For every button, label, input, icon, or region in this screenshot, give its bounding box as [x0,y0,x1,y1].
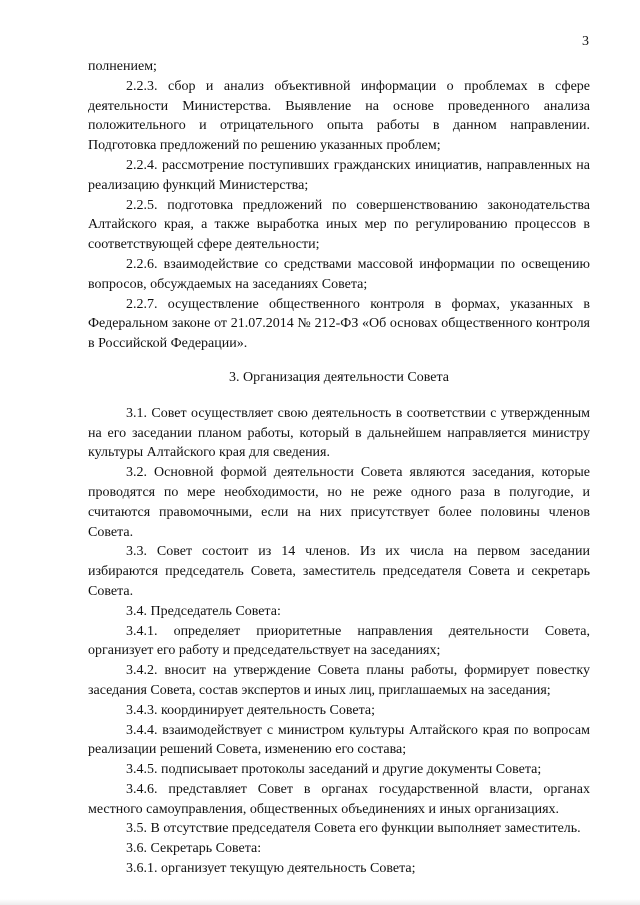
paragraph-3-3: 3.3. Совет состоит из 14 членов. Из их числа на первом заседании избираются председатель Совета, заместитель председателя Совета и секретарь Совета. [88,544,590,599]
paragraph-3-6: 3.6. Секретарь Совета: [126,841,262,857]
page-number: 3 [582,34,589,49]
paragraph-3-4-5: 3.4.5. подписывает протоколы заседаний и другие документы Совета; [126,762,542,778]
paragraph-3-4-1: 3.4.1. определяет приоритетные направления деятельности Совета, организует его работу и председательствует на заседаниях; [88,623,590,659]
paragraph-3-4-3: 3.4.3. координирует деятельность Совета; [126,702,375,718]
paragraph-3-4-2: 3.4.2. вносит на утверждение Совета планы работы, формирует повестку заседания Совета, состав экспертов и иных лиц, приглашаемых на заседания; [88,663,590,698]
paragraph-3-4-6: 3.4.6. представляет Совет в органах государственной власти, органах местного самоуправления, общественных объединениях и иных организациях. [88,781,590,817]
document-body [88,57,590,879]
paragraph-2-2-4: 2.2.4. рассмотрение поступивших гражданских инициатив, направленных на реализацию функций Министерства; [88,157,590,193]
paragraph-3-2: 3.2. Основной формой деятельности Совета являются заседания, которые проводятся по мере необходимости, но не реже одного раза в полугодие, и считаются правомочными, если на них присутствует более половины членов Совета. [88,465,590,540]
paragraph-2-2-6: 2.2.6. взаимодействие со средствами массовой информации по освещению вопросов, обсуждаемых на заседаниях Совета; [88,256,590,292]
paragraph-3-4-4: 3.4.4. взаимодействует с министром культуры Алтайского края по вопросам реализации решений Совета, изменению его состава; [88,722,590,758]
paragraph-continuation: полнением; [88,59,157,74]
paragraph-2-2-5: 2.2.5. подготовка предложений по совершенствованию законодательства Алтайского края, а также выработка иных мер по регулированию процессов в соответствующей сфере деятельности; [88,197,590,253]
paragraph-3-1: 3.1. Совет осуществляет свою деятельность в соответствии с утвержденным на его заседании планом работы, который в дальнейшем направляется министру культуры Алтайского края для сведения. [88,405,590,461]
paragraph-3-4: 3.4. Председатель Совета: [126,603,281,619]
paragraph-2-2-3: 2.2.3. сбор и анализ объективной информации о проблемах в сфере деятельности Министерства. Выявление на основе проведенного анализа положительного и отрицательного опыта работы в данном направлении. Подготовка предложений по решению указанных проблем; [88,78,590,154]
section-heading: 3. Организация деятельности Совета [229,369,449,385]
page-edge-shadow [0,899,640,905]
paragraph-3-6-1: 3.6.1. организует текущую деятельность Совета; [126,861,416,877]
paragraph-3-5: 3.5. В отсутствие председателя Совета его функции выполняет заместитель. [126,821,581,837]
paragraph-2-2-7: 2.2.7. осуществление общественного контроля в формах, указанных в Федеральном законе от 21.07.2014 № 212-ФЗ «Об основах общественного контроля в Российской Федерации». [88,296,590,352]
